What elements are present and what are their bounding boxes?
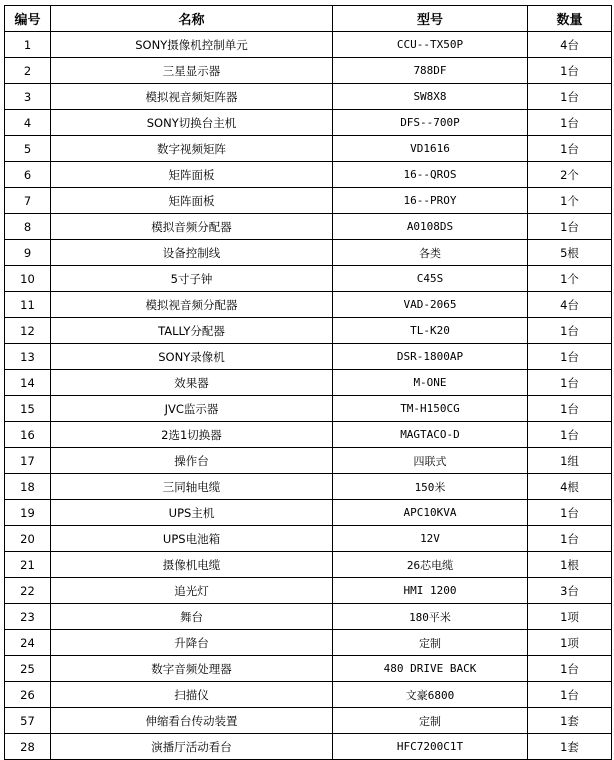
cell-number: 19 bbox=[5, 500, 51, 526]
cell-quantity: 1台 bbox=[528, 110, 612, 136]
cell-model: 26芯电缆 bbox=[333, 552, 528, 578]
cell-model: 16--QROS bbox=[333, 162, 528, 188]
cell-number: 23 bbox=[5, 604, 51, 630]
cell-name: 追光灯 bbox=[51, 578, 333, 604]
cell-name: SONY切换台主机 bbox=[51, 110, 333, 136]
cell-model: 四联式 bbox=[333, 448, 528, 474]
header-number: 编号 bbox=[5, 6, 51, 32]
cell-model: 788DF bbox=[333, 58, 528, 84]
cell-number: 14 bbox=[5, 370, 51, 396]
header-quantity: 数量 bbox=[528, 6, 612, 32]
cell-quantity: 1台 bbox=[528, 136, 612, 162]
cell-name: 操作台 bbox=[51, 448, 333, 474]
cell-name: 模拟视音频矩阵器 bbox=[51, 84, 333, 110]
cell-name: SONY录像机 bbox=[51, 344, 333, 370]
table-row bbox=[5, 422, 612, 448]
table-row bbox=[5, 292, 612, 318]
cell-number: 4 bbox=[5, 110, 51, 136]
cell-quantity: 1套 bbox=[528, 708, 612, 734]
table-row bbox=[5, 682, 612, 708]
cell-quantity: 1台 bbox=[528, 422, 612, 448]
cell-model: 180平米 bbox=[333, 604, 528, 630]
table-row bbox=[5, 500, 612, 526]
table-row bbox=[5, 474, 612, 500]
cell-quantity: 4台 bbox=[528, 32, 612, 58]
cell-name: 三星显示器 bbox=[51, 58, 333, 84]
table-row bbox=[5, 240, 612, 266]
table-row bbox=[5, 630, 612, 656]
header-row bbox=[5, 6, 612, 32]
cell-quantity: 1台 bbox=[528, 526, 612, 552]
cell-name: JVC监示器 bbox=[51, 396, 333, 422]
cell-number: 13 bbox=[5, 344, 51, 370]
cell-quantity: 1台 bbox=[528, 84, 612, 110]
cell-number: 6 bbox=[5, 162, 51, 188]
cell-quantity: 1台 bbox=[528, 344, 612, 370]
table-row bbox=[5, 552, 612, 578]
cell-number: 17 bbox=[5, 448, 51, 474]
cell-name: 摄像机电缆 bbox=[51, 552, 333, 578]
cell-quantity: 1台 bbox=[528, 656, 612, 682]
cell-quantity: 1台 bbox=[528, 370, 612, 396]
cell-name: 舞台 bbox=[51, 604, 333, 630]
table-row bbox=[5, 136, 612, 162]
cell-model: HFC7200C1T bbox=[333, 734, 528, 760]
cell-model: HMI 1200 bbox=[333, 578, 528, 604]
cell-name: 扫描仪 bbox=[51, 682, 333, 708]
table-row bbox=[5, 526, 612, 552]
cell-model: 定制 bbox=[333, 630, 528, 656]
table-row bbox=[5, 370, 612, 396]
table-row bbox=[5, 84, 612, 110]
cell-quantity: 1组 bbox=[528, 448, 612, 474]
cell-name: 效果器 bbox=[51, 370, 333, 396]
cell-number: 7 bbox=[5, 188, 51, 214]
cell-name: 2选1切换器 bbox=[51, 422, 333, 448]
cell-number: 5 bbox=[5, 136, 51, 162]
cell-model: TL-K20 bbox=[333, 318, 528, 344]
cell-name: SONY摄像机控制单元 bbox=[51, 32, 333, 58]
table-row bbox=[5, 162, 612, 188]
cell-model: DSR-1800AP bbox=[333, 344, 528, 370]
cell-name: 模拟音频分配器 bbox=[51, 214, 333, 240]
cell-quantity: 1套 bbox=[528, 734, 612, 760]
cell-quantity: 1台 bbox=[528, 318, 612, 344]
cell-name: 三同轴电缆 bbox=[51, 474, 333, 500]
cell-name: 伸缩看台传动装置 bbox=[51, 708, 333, 734]
cell-name: 数字音频处理器 bbox=[51, 656, 333, 682]
cell-model: APC10KVA bbox=[333, 500, 528, 526]
cell-model: 16--PROY bbox=[333, 188, 528, 214]
table-row bbox=[5, 32, 612, 58]
cell-number: 11 bbox=[5, 292, 51, 318]
cell-quantity: 4台 bbox=[528, 292, 612, 318]
cell-name: 数字视频矩阵 bbox=[51, 136, 333, 162]
cell-model: MAGTACO-D bbox=[333, 422, 528, 448]
cell-model: M-ONE bbox=[333, 370, 528, 396]
cell-name: 演播厅活动看台 bbox=[51, 734, 333, 760]
cell-quantity: 1台 bbox=[528, 500, 612, 526]
table-row bbox=[5, 110, 612, 136]
table-row bbox=[5, 578, 612, 604]
cell-name: 设备控制线 bbox=[51, 240, 333, 266]
cell-number: 15 bbox=[5, 396, 51, 422]
cell-quantity: 5根 bbox=[528, 240, 612, 266]
cell-quantity: 4根 bbox=[528, 474, 612, 500]
cell-model: DFS--700P bbox=[333, 110, 528, 136]
table-row bbox=[5, 266, 612, 292]
cell-quantity: 1台 bbox=[528, 396, 612, 422]
cell-name: 模拟视音频分配器 bbox=[51, 292, 333, 318]
equipment-table bbox=[4, 5, 612, 760]
cell-model: 480 DRIVE BACK bbox=[333, 656, 528, 682]
table-row bbox=[5, 448, 612, 474]
cell-number: 25 bbox=[5, 656, 51, 682]
table-row bbox=[5, 396, 612, 422]
cell-number: 8 bbox=[5, 214, 51, 240]
cell-quantity: 3台 bbox=[528, 578, 612, 604]
table-row bbox=[5, 318, 612, 344]
cell-number: 10 bbox=[5, 266, 51, 292]
cell-model: SW8X8 bbox=[333, 84, 528, 110]
cell-number: 21 bbox=[5, 552, 51, 578]
cell-model: VD1616 bbox=[333, 136, 528, 162]
cell-name: UPS主机 bbox=[51, 500, 333, 526]
table-row bbox=[5, 708, 612, 734]
cell-number: 18 bbox=[5, 474, 51, 500]
cell-model: C45S bbox=[333, 266, 528, 292]
cell-name: TALLY分配器 bbox=[51, 318, 333, 344]
cell-model: A0108DS bbox=[333, 214, 528, 240]
table-row bbox=[5, 214, 612, 240]
cell-number: 3 bbox=[5, 84, 51, 110]
table-row bbox=[5, 734, 612, 760]
cell-quantity: 1项 bbox=[528, 604, 612, 630]
cell-number: 9 bbox=[5, 240, 51, 266]
cell-model: TM-H150CG bbox=[333, 396, 528, 422]
cell-model: 各类 bbox=[333, 240, 528, 266]
cell-quantity: 1台 bbox=[528, 682, 612, 708]
cell-number: 1 bbox=[5, 32, 51, 58]
cell-number: 20 bbox=[5, 526, 51, 552]
cell-quantity: 2个 bbox=[528, 162, 612, 188]
cell-number: 57 bbox=[5, 708, 51, 734]
cell-number: 16 bbox=[5, 422, 51, 448]
cell-quantity: 1台 bbox=[528, 214, 612, 240]
table-row bbox=[5, 344, 612, 370]
cell-model: 12V bbox=[333, 526, 528, 552]
cell-name: UPS电池箱 bbox=[51, 526, 333, 552]
table-row bbox=[5, 188, 612, 214]
cell-model: CCU--TX50P bbox=[333, 32, 528, 58]
cell-name: 矩阵面板 bbox=[51, 188, 333, 214]
cell-model: 文豪6800 bbox=[333, 682, 528, 708]
cell-quantity: 1项 bbox=[528, 630, 612, 656]
table-body bbox=[5, 32, 612, 760]
cell-number: 24 bbox=[5, 630, 51, 656]
cell-name: 5寸子钟 bbox=[51, 266, 333, 292]
cell-model: VAD-2065 bbox=[333, 292, 528, 318]
cell-model: 150米 bbox=[333, 474, 528, 500]
header-model: 型号 bbox=[333, 6, 528, 32]
cell-number: 12 bbox=[5, 318, 51, 344]
cell-model: 定制 bbox=[333, 708, 528, 734]
cell-quantity: 1台 bbox=[528, 58, 612, 84]
cell-quantity: 1根 bbox=[528, 552, 612, 578]
cell-name: 升降台 bbox=[51, 630, 333, 656]
cell-number: 28 bbox=[5, 734, 51, 760]
cell-name: 矩阵面板 bbox=[51, 162, 333, 188]
cell-number: 22 bbox=[5, 578, 51, 604]
header-name: 名称 bbox=[51, 6, 333, 32]
cell-quantity: 1个 bbox=[528, 266, 612, 292]
cell-number: 2 bbox=[5, 58, 51, 84]
table-row bbox=[5, 656, 612, 682]
table-row bbox=[5, 604, 612, 630]
cell-quantity: 1个 bbox=[528, 188, 612, 214]
table-row bbox=[5, 58, 612, 84]
cell-number: 26 bbox=[5, 682, 51, 708]
